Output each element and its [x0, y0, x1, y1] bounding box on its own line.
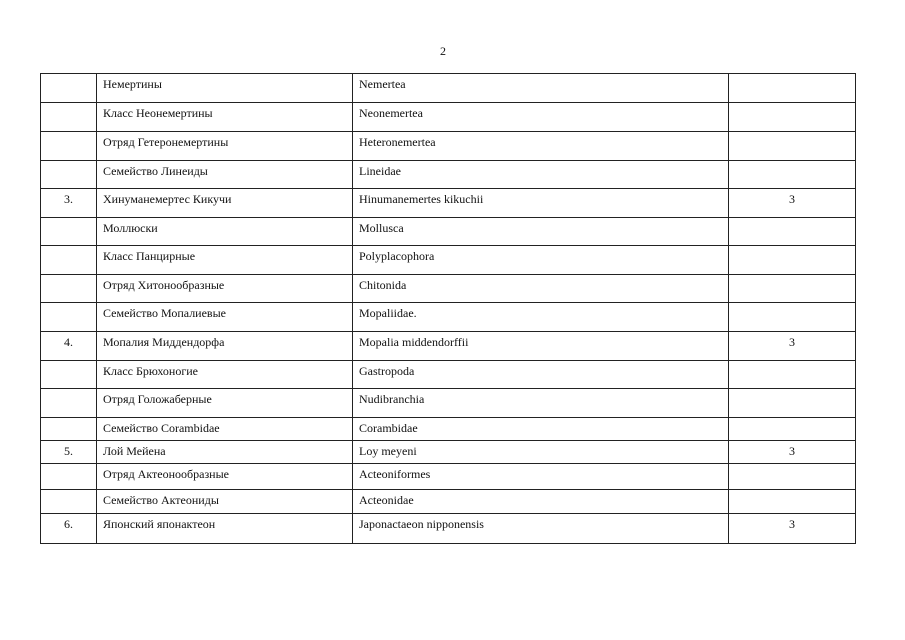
table-row: [41, 161, 856, 189]
row-number-cell: [41, 303, 97, 332]
latin-name-cell: [353, 189, 729, 218]
category-text: [735, 490, 849, 493]
latin-name-cell: [353, 161, 729, 189]
row-number-text: 6.: [64, 517, 73, 531]
category-text: [735, 161, 849, 164]
russian-name-text: Моллюски: [103, 221, 158, 235]
row-number-cell: [41, 189, 97, 218]
row-number-cell: [41, 389, 97, 418]
latin-name-text: Hinumanemertes kikuchii: [359, 192, 484, 206]
latin-name-text: Polyplacophora: [359, 249, 435, 263]
row-number-text: [47, 103, 90, 106]
category-cell: [729, 332, 856, 361]
row-number-text: 3.: [64, 192, 73, 206]
latin-name-text: Mopaliidae.: [359, 306, 417, 320]
russian-name-text: Семейство Мопалиевые: [103, 306, 226, 320]
row-number-text: [47, 389, 90, 392]
category-text: [735, 418, 849, 421]
latin-name-cell: [353, 514, 729, 544]
table-row: [41, 246, 856, 275]
row-number-cell: [41, 441, 97, 464]
russian-name-cell: [97, 514, 353, 544]
row-number-cell: [41, 161, 97, 189]
row-number-cell: [41, 464, 97, 490]
row-number-cell: [41, 514, 97, 544]
table-row: [41, 275, 856, 303]
russian-name-text: Семейство Актеониды: [103, 493, 219, 507]
category-cell: [729, 361, 856, 389]
row-number-cell: [41, 218, 97, 246]
russian-name-text: Хинуманемертес Кикучи: [103, 192, 232, 206]
row-number-text: [47, 218, 90, 221]
category-cell: [729, 189, 856, 218]
category-cell: [729, 418, 856, 441]
russian-name-cell: [97, 441, 353, 464]
row-number-cell: [41, 490, 97, 514]
species-table: [40, 73, 856, 544]
russian-name-cell: [97, 490, 353, 514]
russian-name-cell: [97, 74, 353, 103]
russian-name-text: Класс Брюхоногие: [103, 364, 198, 378]
russian-name-cell: [97, 161, 353, 189]
russian-name-text: Лой Мейена: [103, 444, 166, 458]
russian-name-text: Мопалия Миддендорфа: [103, 335, 225, 349]
russian-name-text: Отряд Голожаберные: [103, 392, 212, 406]
category-cell: [729, 103, 856, 132]
category-text: [735, 132, 849, 135]
row-number-text: 4.: [64, 335, 73, 349]
russian-name-cell: [97, 332, 353, 361]
table-row: [41, 189, 856, 218]
latin-name-text: Neonemertea: [359, 106, 423, 120]
category-cell: [729, 275, 856, 303]
latin-name-cell: [353, 464, 729, 490]
latin-name-cell: [353, 74, 729, 103]
russian-name-cell: [97, 464, 353, 490]
row-number-text: [47, 418, 90, 421]
category-cell: [729, 218, 856, 246]
category-cell: [729, 514, 856, 544]
latin-name-cell: [353, 132, 729, 161]
category-text: [735, 389, 849, 392]
latin-name-text: Acteonidae: [359, 493, 414, 507]
category-text: [735, 464, 849, 467]
category-text: 3: [789, 335, 795, 349]
latin-name-text: Nudibranchia: [359, 392, 425, 406]
latin-name-text: Japonactaeon nipponensis: [359, 517, 484, 531]
row-number-text: [47, 361, 90, 364]
row-number-text: [47, 132, 90, 135]
latin-name-text: Acteoniformes: [359, 467, 431, 481]
row-number-text: [47, 275, 90, 278]
category-text: 3: [789, 192, 795, 206]
row-number-cell: [41, 103, 97, 132]
table-row: [41, 103, 856, 132]
row-number-cell: [41, 361, 97, 389]
latin-name-text: Corambidae: [359, 421, 418, 435]
russian-name-cell: [97, 103, 353, 132]
table-row: [41, 303, 856, 332]
latin-name-cell: [353, 303, 729, 332]
latin-name-text: Lineidae: [359, 164, 401, 178]
table-row: [41, 490, 856, 514]
latin-name-text: Mopalia middendorffii: [359, 335, 469, 349]
table-row: [41, 132, 856, 161]
category-cell: [729, 464, 856, 490]
latin-name-text: Mollusca: [359, 221, 404, 235]
species-table-body: [41, 74, 856, 544]
table-row: [41, 464, 856, 490]
russian-name-text: Семейство Corambidae: [103, 421, 220, 435]
latin-name-cell: [353, 389, 729, 418]
table-row: [41, 218, 856, 246]
category-text: [735, 218, 849, 221]
category-text: [735, 361, 849, 364]
category-text: [735, 275, 849, 278]
table-row: [41, 418, 856, 441]
russian-name-text: Отряд Актеонообразные: [103, 467, 229, 481]
category-cell: [729, 441, 856, 464]
latin-name-cell: [353, 490, 729, 514]
row-number-cell: [41, 132, 97, 161]
russian-name-text: Отряд Хитонообразные: [103, 278, 225, 292]
latin-name-cell: [353, 103, 729, 132]
row-number-text: [47, 464, 90, 467]
row-number-cell: [41, 332, 97, 361]
category-text: [735, 103, 849, 106]
category-text: [735, 74, 849, 77]
row-number-cell: [41, 418, 97, 441]
russian-name-cell: [97, 418, 353, 441]
category-cell: [729, 74, 856, 103]
latin-name-cell: [353, 441, 729, 464]
latin-name-text: Nemertea: [359, 77, 406, 91]
table-row: [41, 332, 856, 361]
category-cell: [729, 132, 856, 161]
latin-name-cell: [353, 361, 729, 389]
row-number-text: [47, 246, 90, 249]
category-text: [735, 246, 849, 249]
page-number: 2: [440, 44, 446, 58]
latin-name-cell: [353, 275, 729, 303]
russian-name-cell: [97, 303, 353, 332]
russian-name-cell: [97, 189, 353, 218]
latin-name-text: Loy meyeni: [359, 444, 417, 458]
category-cell: [729, 303, 856, 332]
russian-name-cell: [97, 389, 353, 418]
russian-name-text: Класс Панцирные: [103, 249, 196, 263]
latin-name-cell: [353, 246, 729, 275]
category-cell: [729, 161, 856, 189]
russian-name-cell: [97, 246, 353, 275]
latin-name-cell: [353, 418, 729, 441]
category-cell: [729, 490, 856, 514]
latin-name-cell: [353, 218, 729, 246]
row-number-cell: [41, 275, 97, 303]
row-number-text: [47, 161, 90, 164]
category-text: 3: [789, 444, 795, 458]
row-number-text: 5.: [64, 444, 73, 458]
row-number-text: [47, 303, 90, 306]
russian-name-cell: [97, 361, 353, 389]
russian-name-cell: [97, 275, 353, 303]
latin-name-text: Gastropoda: [359, 364, 415, 378]
row-number-text: [47, 490, 90, 493]
category-text: 3: [789, 517, 795, 531]
russian-name-cell: [97, 218, 353, 246]
row-number-text: [47, 74, 90, 77]
table-row: [41, 74, 856, 103]
russian-name-text: Семейство Линеиды: [103, 164, 208, 178]
row-number-cell: [41, 246, 97, 275]
category-cell: [729, 389, 856, 418]
table-row: [41, 361, 856, 389]
table-row: [41, 441, 856, 464]
latin-name-text: Heteronemertea: [359, 135, 436, 149]
row-number-cell: [41, 74, 97, 103]
table-row: [41, 514, 856, 544]
category-cell: [729, 246, 856, 275]
table-row: [41, 389, 856, 418]
category-text: [735, 303, 849, 306]
latin-name-cell: [353, 332, 729, 361]
russian-name-text: Японский японактеон: [103, 517, 216, 531]
russian-name-cell: [97, 132, 353, 161]
russian-name-text: Отряд Гетеронемертины: [103, 135, 229, 149]
russian-name-text: Класс Неонемертины: [103, 106, 213, 120]
russian-name-text: Немертины: [103, 77, 162, 91]
latin-name-text: Chitonida: [359, 278, 407, 292]
